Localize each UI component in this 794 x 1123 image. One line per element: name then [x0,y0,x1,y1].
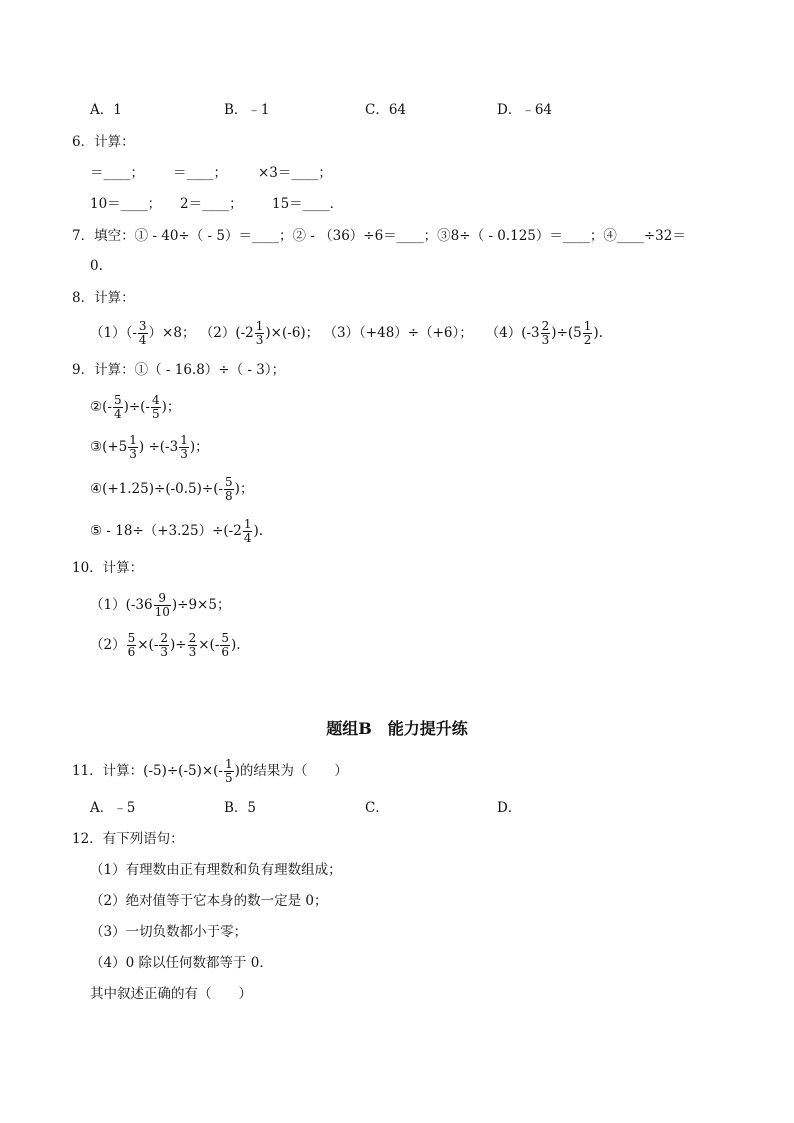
q10-f2a-den: 6 [127,645,136,659]
q8-p1-post: ）×8； [148,325,196,341]
q12-label: 12．有下列语句： [72,831,184,847]
q10-fraction-1 [154,592,171,619]
q10-f2c-den: 3 [188,645,197,659]
q10-p1-post: )÷9×5； [171,597,231,613]
q9-problem-4 [90,474,253,504]
q8-label: 8．计算： [72,290,135,306]
q6-blank-3: ×3＝____； [258,165,332,181]
q9-problem-3 [90,432,209,462]
q9-p2-pre: ②(- [90,399,112,415]
q9-p3-mid: ) ÷(-3 [138,439,179,455]
q9-p4-post: )； [234,481,254,497]
q8-p4-post: ). [593,325,603,341]
q11-option-b: B．5 [224,800,257,816]
q9-f5-den: 4 [243,531,252,545]
q9-f3a-den: 3 [129,447,137,461]
q9-fraction-5 [243,518,253,545]
q9-label: 9．计算：①（ - 16.8）÷（ - 3）； [72,362,286,378]
q10-f2d-num: 5 [221,631,230,645]
q8-f4a-num: 2 [541,319,550,333]
q12-item-4: （4）0 除以任何数都等于 0． [90,955,273,971]
q11-question [72,756,348,786]
q8-fraction-4a [541,320,551,347]
q10-p2-mid2: )÷ [170,637,187,653]
q6-blank-2: ＝____； [173,165,227,181]
q10-f2c-num: 2 [188,631,197,645]
q9-f3b-num: 1 [180,433,188,447]
q11-post: )的结果为（ ） [234,763,348,779]
q9-fraction-2b [151,394,161,421]
q10-fraction-2b [159,632,169,659]
q10-f1-num: 9 [154,592,171,606]
q10-p2-mid3: ×(- [198,637,220,653]
q9-p2-mid: )÷(- [123,399,150,415]
q6-blank-1: ＝____； [90,165,144,181]
q9-f4-num: 5 [225,475,233,489]
section-title: 题组B 能力提升练 [326,719,468,738]
q10-f2a-num: 5 [127,631,136,645]
q9-p5-pre: ⑤ - 18÷（+3.25）÷(-2 [90,523,242,539]
q12-item-2: （2）绝对值等于它本身的数一定是 0； [90,893,328,909]
q8-p1-pre: （1）（- [90,325,137,341]
q8-f2-num: 1 [255,319,264,333]
q8-f1-den: 4 [138,333,147,347]
q10-problem-2 [90,630,241,660]
q11-option-a: A．﹣5 [90,800,136,816]
q10-p2-post: ). [231,637,241,653]
q9-fraction-3b [179,434,189,461]
q11-f-den: 5 [225,771,233,785]
q10-f2b-num: 2 [160,631,169,645]
q8-f2-den: 3 [255,333,264,347]
q11-option-c: C． [365,800,389,816]
q8-f4b-den: 2 [583,333,592,347]
q5-option-b: B．﹣1 [224,102,270,118]
q10-p1-pre: （1）(-36 [90,597,153,613]
q9-f3b-den: 3 [180,447,188,461]
q9-f2b-den: 5 [152,407,160,421]
q9-f2a-den: 4 [113,407,122,421]
q9-p2-post: )； [161,399,181,415]
q9-p5-post: ). [253,523,264,539]
q10-f1-den: 10 [154,605,170,619]
q8-p2-post: )×(-6)； [265,325,320,341]
q9-fraction-4 [224,476,234,503]
q10-p2-mid1: ×(- [137,637,159,653]
q7-line-2: 0. [90,258,103,274]
q10-label: 10．计算： [72,560,144,576]
q9-fraction-3a [128,434,138,461]
q8-f4a-den: 3 [541,333,550,347]
q6-blank-4: 10＝____； [90,196,162,212]
q8-f1-num: 3 [138,319,147,333]
q8-fraction-2 [255,320,265,347]
q11-fraction [224,758,234,785]
q9-f4-den: 8 [225,489,233,503]
q8-p3: （3）（+48）÷（+6）； [323,325,473,341]
q8-p2-pre: （2）(-2 [199,325,254,341]
q9-f2b-num: 4 [152,393,160,407]
q10-p2-pre: （2） [90,637,126,653]
q8-fraction-1 [138,320,148,347]
q10-fraction-2a [127,632,137,659]
q9-fraction-2a [113,394,123,421]
q9-problem-5 [90,516,263,546]
q10-fraction-2d [220,632,230,659]
q5-option-a: A．1 [90,102,122,118]
q10-problem-1 [90,590,230,620]
q5-option-d: D．﹣64 [497,102,553,118]
q10-f2b-den: 3 [160,645,169,659]
q12-question: 其中叙述正确的有（ ） [90,986,252,1002]
q10-fraction-2c [188,632,198,659]
q8-f4b-num: 1 [583,319,592,333]
q12-item-1: （1）有理数由正有理数和负有理数组成； [90,862,342,878]
q11-f-num: 1 [225,757,233,771]
q8-fraction-4b [583,320,593,347]
q7-line-1: 7．填空：① - 40÷（ - 5）＝____；② - （36）÷6＝____；③8÷（ - 0.125）＝____；④____÷32＝ [72,228,686,244]
q9-p3-post: )； [189,439,209,455]
q8-problems [90,318,603,348]
q9-problem-2 [90,392,180,422]
q9-f5-num: 1 [243,517,252,531]
q8-p4-mid: )÷(5 [551,325,582,341]
q11-pre: 11．计算：(-5)÷(-5)×(- [72,763,223,779]
q5-option-c: C．64 [365,102,407,118]
q6-blank-6: 15＝____． [272,196,344,212]
q8-p4-pre: （4）(-3 [485,325,540,341]
q12-item-3: （3）一切负数都小于零； [90,924,248,940]
q11-option-d: D． [497,800,522,816]
q6-blank-5: 2＝____； [180,196,243,212]
q9-p3-pre: ③(+5 [90,439,128,455]
q10-f2d-den: 6 [221,645,230,659]
q9-p4-pre: ④(+1.25)÷(-0.5)÷(- [90,481,224,497]
q9-f3a-num: 1 [129,433,137,447]
q9-f2a-num: 5 [113,393,122,407]
q6-label: 6．计算： [72,134,135,150]
